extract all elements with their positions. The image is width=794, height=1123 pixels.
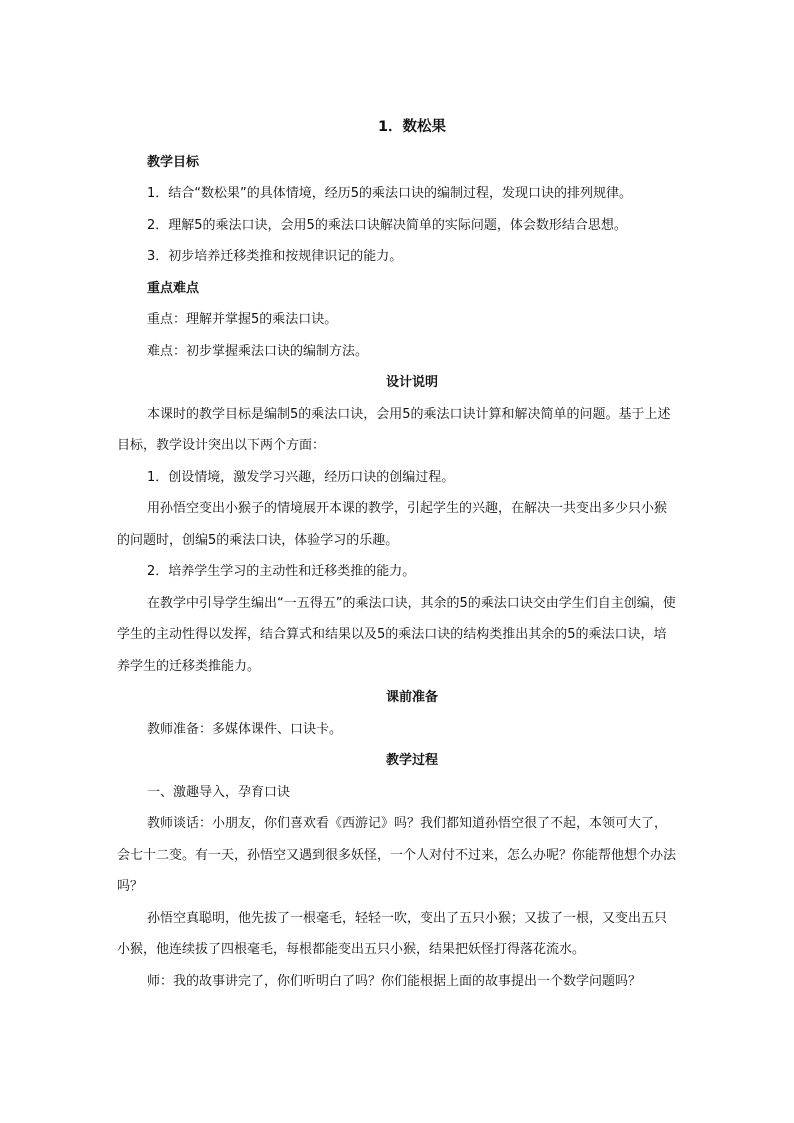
- design-heading: 设计说明: [385, 375, 438, 390]
- key-point: 难点：初步掌握乘法口诀的编制方法。: [147, 343, 369, 359]
- design-point-1-text: 用孙悟空变出小猴子的情境展开本课的教学，引起学生的兴趣，在解决一共变出多少只小猴的问题时，创编5的乘法口诀，体验学习的乐趣。: [117, 501, 668, 548]
- design-point-1: 1．创设情境，激发学习兴趣，经历口诀的创编过程。: [147, 469, 455, 485]
- process-teacher: 师：我的故事讲完了，你们听明白了吗？你们能根据上面的故事提出一个数学问题吗？: [147, 973, 642, 989]
- process-step-1: 一、激趣导入，孕育口诀: [147, 784, 291, 800]
- key-point: 重点：理解并掌握5的乘法口诀。: [147, 312, 338, 327]
- document-body: [117, 112, 677, 997]
- page-title: 1．数松果: [377, 119, 447, 135]
- goal-item: 1．结合“数松果”的具体情境，经历5的乘法口诀的编制过程，发现口诀的排列规律。: [147, 186, 633, 201]
- prep-heading: 课前准备: [385, 690, 438, 705]
- goal-item: 2．理解5的乘法口诀，会用5的乘法口诀解决简单的实际问题，体会数形结合思想。: [147, 217, 627, 233]
- goals-heading: 教学目标: [147, 154, 200, 170]
- design-point-2: 2．培养学生学习的主动性和迁移类推的能力。: [147, 564, 416, 579]
- key-heading: 重点难点: [147, 280, 200, 296]
- process-heading: 教学过程: [385, 753, 438, 768]
- design-point-2-text: 在教学中引导学生编出“一五得五”的乘法口诀，其余的5的乘法口诀交由学生们自主创编，使学生的主动性得以发挥，结合算式和结果以及5的乘法口诀的结构类推出其余的5的乘法口诀，培养学生的迁移类推能力。: [117, 595, 676, 674]
- process-talk: 教师谈话：小朋友，你们喜欢看《西游记》吗？我们都知道孙悟空很了不起，本领可大了，会七十二变。有一天，孙悟空又遇到很多妖怪，一个人对付不过来，怎么办呢？你能帮他想个办法吗？: [117, 816, 677, 894]
- prep-text: 教师准备：多媒体课件、口诀卡。: [147, 721, 343, 737]
- goal-item: 3．初步培养迁移类推和按规律识记的能力。: [147, 249, 403, 264]
- process-story: 孙悟空真聪明，他先拔了一根毫毛，轻轻一吹，变出了五只小猴；又拔了一根，又变出五只小猴，他连续拔了四根毫毛，每根都能变出五只小猴，结果把妖怪打得落花流水。: [117, 910, 668, 957]
- design-intro: 本课时的教学目标是编制5的乘法口诀，会用5的乘法口诀计算和解决简单的问题。基于上述目标，教学设计突出以下两个方面：: [117, 406, 671, 453]
